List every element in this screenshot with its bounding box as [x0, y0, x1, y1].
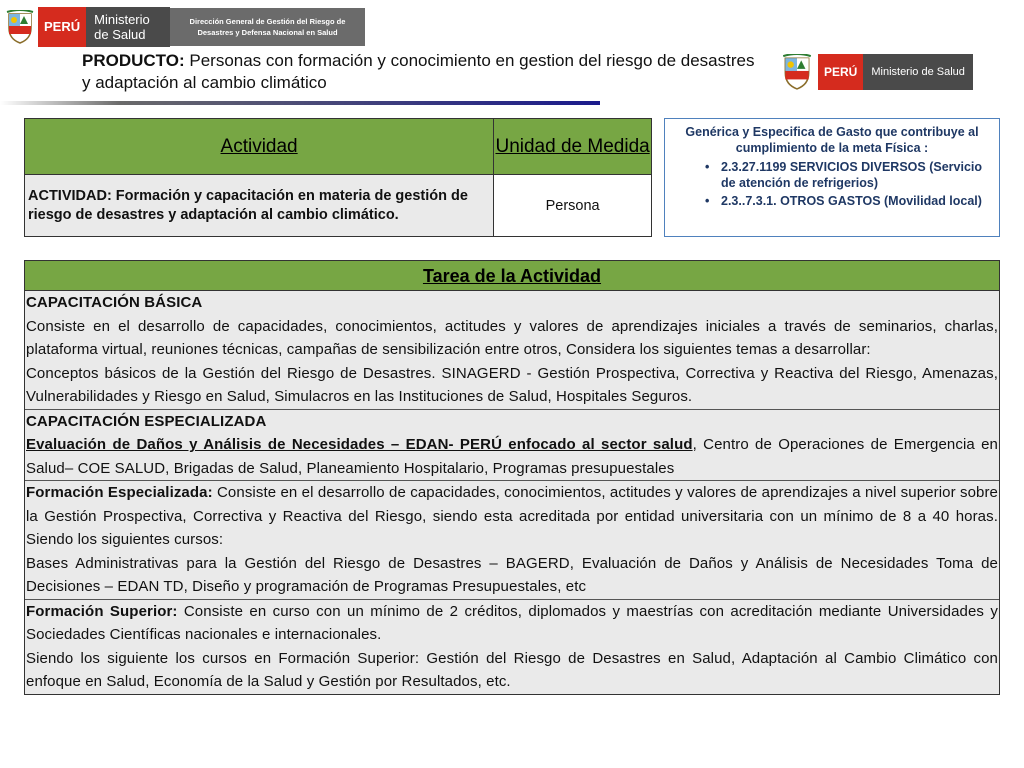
formacion-sup-cursos: Siendo los siguiente los cursos en Formación Superior: Gestión del Riesgo de Desastres en Salud, Adaptación al Cambio Climático con enfoque en Salud, Economía de la Salud y Gestión por Resultados, etc.	[26, 649, 998, 690]
list-item: • 2.3.27.1199 SERVICIOS DIVERSOS (Servicio de atención de refrigerios)	[721, 159, 993, 191]
formacion-sup-paragraph	[26, 600, 998, 647]
list-item: • 2.3..7.3.1. OTROS GASTOS (Movilidad local)	[721, 193, 993, 209]
direccion-general-label: Dirección General de Gestión del Riesgo de Desastres y Defensa Nacional en Salud	[170, 8, 365, 46]
activity-table	[24, 118, 652, 237]
basica-paragraph-2: Conceptos básicos de la Gestión del Riesgo de Desastres. SINAGERD - Gestión Prospectiva, Correctiva y Reactiva del Riesgo, Amenazas, Vulnerabilidades y Riesgo en Salud, Simulacros en las Instituciones de Salud, Hospitales Seguros.	[26, 364, 998, 405]
product-label: PRODUCTO:	[82, 51, 185, 70]
formacion-esp-cursos: Bases Administrativas para la Gestión del Riesgo de Desastres – BAGERD, Evaluación de Daños y Análisis de Necesidades Toma de Decisiones – EDAN TD, Diseño y programación de Programas Presupuestales, etc	[26, 554, 998, 595]
product-title	[82, 50, 762, 94]
unidad-cell: Persona	[494, 175, 652, 237]
especializada-title: CAPACITACIÓN ESPECIALIZADA	[26, 412, 267, 430]
peru-coat-of-arms-icon	[6, 10, 34, 44]
actividad-cell: ACTIVIDAD: Formación y capacitación en materia de gestión de riesgo de desastres y adaptación al cambio climático.	[25, 175, 494, 237]
capacitacion-basica-row	[25, 291, 999, 410]
right-ministerio-brand-label: Ministerio de Salud	[863, 54, 973, 90]
col-actividad: Actividad	[25, 119, 494, 175]
right-peru-brand-label: PERÚ	[818, 54, 863, 90]
ministerio-brand-label: Ministerio de Salud	[86, 7, 170, 47]
right-logo-bar	[782, 52, 973, 92]
product-text: Personas con formación y conocimiento en gestion del riesgo de desastres y adaptación al cambio climático	[82, 51, 755, 92]
formacion-sup-text: Consiste en curso con un mínimo de 2 créditos, diplomados y maestrías con acreditación mediante Universidades y Sociedades Científicas nacionales e internacionales.	[26, 602, 998, 643]
capacitacion-especializada-row	[25, 410, 999, 482]
especializada-paragraph	[26, 433, 998, 480]
gasto-heading: Genérica y Especifica de Gasto que contribuye al cumplimiento de la meta Física :	[685, 125, 979, 155]
title-divider	[0, 101, 600, 105]
table-row	[25, 175, 652, 237]
col-unidad-medida: Unidad de Medida	[494, 119, 652, 175]
tarea-heading: Tarea de la Actividad	[25, 261, 999, 291]
formacion-especializada-row	[25, 481, 999, 600]
peru-coat-of-arms-icon	[782, 54, 812, 90]
edan-highlight: Evaluación de Daños y Análisis de Necesidades – EDAN- PERÚ enfocado al sector salud	[26, 436, 693, 453]
formacion-esp-paragraph	[26, 481, 998, 552]
tarea-table	[24, 260, 1000, 695]
gasto-box	[664, 118, 1000, 237]
especializada-rest: , Centro de Operaciones de Emergencia en Salud– COE SALUD, Brigadas de Salud, Planeamiento Hospitalario, Programas presupuestales	[26, 436, 998, 477]
basica-paragraph-1: Consiste en el desarrollo de capacidades, conocimientos, actitudes y valores de aprendizajes iniciales a través de seminarios, charlas, plataforma virtual, reuniones técnicas, campañas de sensibilización entre otros, Considera los siguientes temas a desarrollar:	[26, 317, 998, 358]
formacion-sup-label: Formación Superior:	[26, 602, 178, 620]
peru-brand-label: PERÚ	[38, 7, 86, 47]
basica-title: CAPACITACIÓN BÁSICA	[26, 294, 203, 311]
gasto-list	[671, 159, 993, 209]
top-logo-bar	[6, 6, 170, 48]
activity-table-header	[25, 119, 652, 175]
formacion-superior-row	[25, 600, 999, 694]
formacion-esp-label: Formación Especializada:	[26, 484, 213, 501]
formacion-esp-text: Consiste en el desarrollo de capacidades, conocimientos, actitudes y valores de aprendizajes a nivel superior sobre la Gestión Prospectiva, Correctiva y Reactiva del Riesgo, siendo esta acreditada por entidad universitaria con un mínimo de 8 a 40 horas. Siendo los siguientes cursos:	[26, 484, 998, 548]
